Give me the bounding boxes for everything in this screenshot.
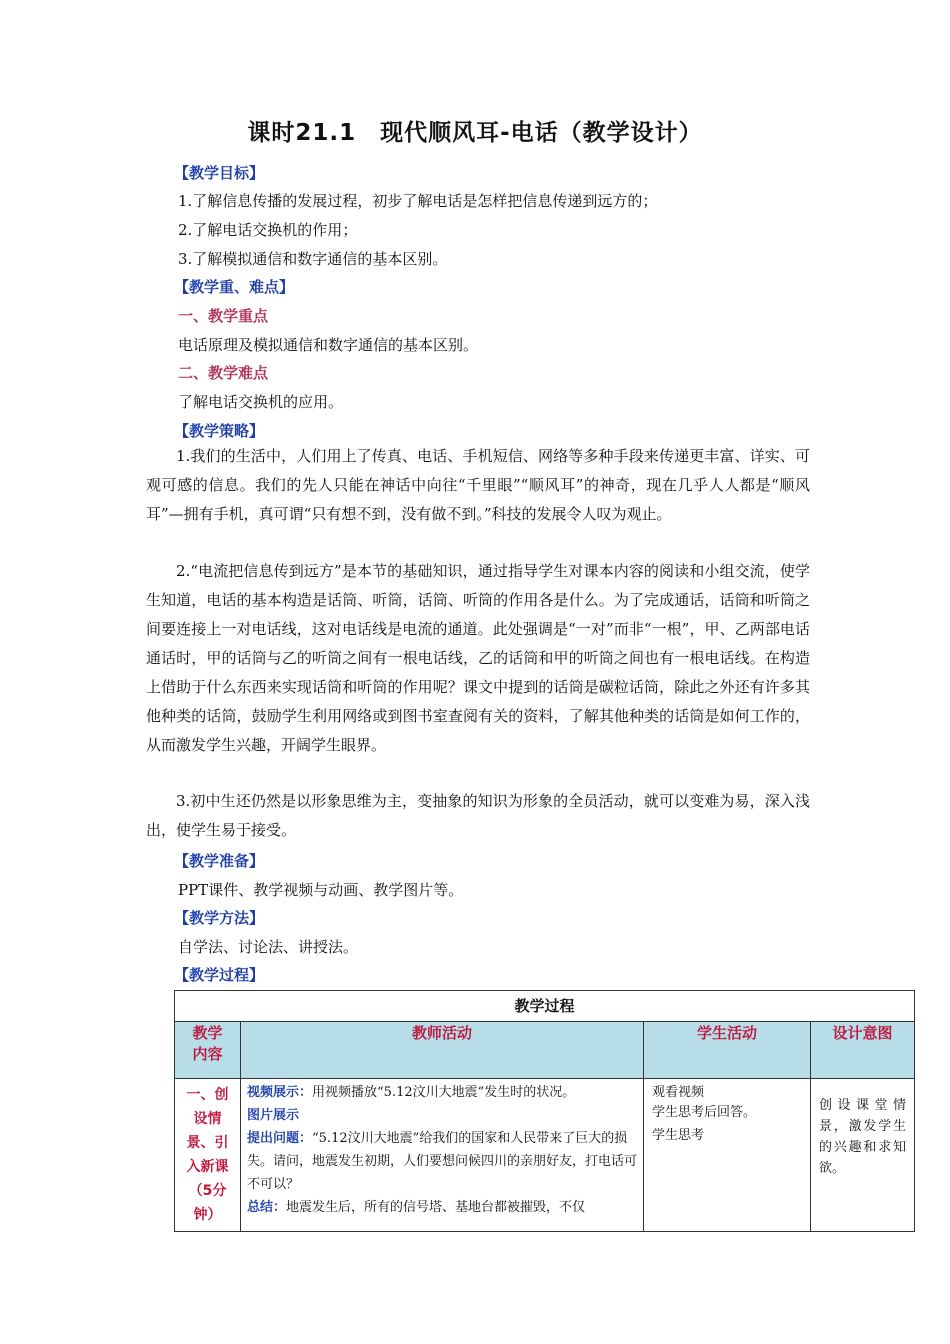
strategy-paragraph-2: 2.“电流把信息传到远方”是本节的基础知识，通过指导学生对课本内容的阅读和小组交流，使学生知道，电话的基本构造是话筒、听筒，话筒、听筒的作用各是什么。为了完成通话，话筒和听筒之间要连接上一对电话线，这对电话线是电流的通道。此处强调是“一对”而非“一根”，甲、乙两部电话通话时，甲的话筒与乙的听筒之间有一根电话线，乙的话筒和甲的听筒之间也有一根电话线。在构造上借助于什么东西来实现话筒和听筒的作用呢？课文中提到的话筒是碳粒话筒，除此之外还有许多其他种类的话筒，鼓励学生利用网络或到图书室查阅有关的资料，了解其他种类的话筒是如何工作的，从而激发学生兴趣，开阔学生眼界。 bbox=[146, 562, 810, 754]
question-text: “5.12汶川大地震”给我们的国家和人民带来了巨大的损失。请问，地震发生初期，人们要想问候四川的亲朋好友，打电话可不可以？ bbox=[247, 1131, 638, 1192]
video-label: 视频展示： bbox=[247, 1085, 313, 1100]
methods-heading: 【教学方法】 bbox=[174, 909, 265, 927]
objective-item: 2.了解电话交换机的作用； bbox=[178, 221, 358, 239]
difficulty-text: 了解电话交换机的应用。 bbox=[178, 393, 344, 411]
design-intent-cell: 创设课堂情景，激发学生的兴趣和求知欲。 bbox=[811, 1079, 915, 1232]
page-title: 课时21.1 现代顺风耳-电话（教学设计） bbox=[247, 120, 703, 146]
table-caption: 教学过程 bbox=[175, 991, 915, 1022]
methods-text: 自学法、讨论法、讲授法。 bbox=[178, 938, 359, 956]
process-heading: 【教学过程】 bbox=[174, 966, 265, 984]
column-header: 设计意图 bbox=[811, 1022, 915, 1079]
objective-item: 3.了解模拟通信和数字通信的基本区别。 bbox=[178, 250, 448, 268]
process-table bbox=[174, 990, 915, 1232]
key-points-heading: 【教学重、难点】 bbox=[174, 278, 295, 296]
student-activity-line: 学生思考 bbox=[652, 1128, 705, 1143]
table-row bbox=[175, 1079, 915, 1232]
picture-label: 图片展示 bbox=[247, 1108, 300, 1123]
preparation-heading: 【教学准备】 bbox=[174, 852, 265, 870]
table-header-row bbox=[175, 1022, 915, 1079]
objective-item: 1.了解信息传播的发展过程，初步了解电话是怎样把信息传递到远方的； bbox=[178, 192, 658, 210]
stage-cell: 一、创设情景、引入新课（5分钟） bbox=[175, 1079, 241, 1232]
strategy-paragraph-1: 1.我们的生活中，人们用上了传真、电话、手机短信、网络等多种手段来传递更丰富、详实、可观可感的信息。我们的先人只能在神话中向往“千里眼”“顺风耳”的神奇，现在几乎人人都是“顺风耳”—拥有手机，真可谓“只有想不到，没有做不到。”科技的发展令人叹为观止。 bbox=[146, 447, 810, 523]
difficulty-title: 二、教学难点 bbox=[178, 364, 269, 382]
focus-title: 一、教学重点 bbox=[178, 307, 269, 325]
objectives-heading: 【教学目标】 bbox=[174, 164, 265, 182]
summary-label: 总结： bbox=[247, 1200, 287, 1215]
question-label: 提出问题： bbox=[247, 1131, 313, 1146]
student-activity-line: 观看视频 bbox=[652, 1085, 705, 1100]
student-activity-cell bbox=[644, 1079, 811, 1232]
focus-text: 电话原理及模拟通信和数字通信的基本区别。 bbox=[178, 336, 479, 354]
teacher-activity-cell bbox=[241, 1079, 644, 1232]
column-header: 学生活动 bbox=[644, 1022, 811, 1079]
column-header: 教师活动 bbox=[241, 1022, 644, 1079]
preparation-text: PPT课件、教学视频与动画、教学图片等。 bbox=[178, 881, 464, 899]
strategy-heading: 【教学策略】 bbox=[174, 422, 265, 440]
student-activity-line: 学生思考后回答。 bbox=[652, 1105, 757, 1120]
strategy-paragraph-3: 3.初中生还仍然是以形象思维为主，变抽象的知识为形象的全员活动，就可以变难为易，深入浅出，使学生易于接受。 bbox=[146, 792, 810, 839]
column-header: 教学内容 bbox=[175, 1022, 241, 1079]
summary-text: 地震发生后，所有的信号塔、基地台都被摧毁，不仅 bbox=[286, 1200, 586, 1215]
video-text: 用视频播放“5.12汶川大地震”发生时的状况。 bbox=[312, 1085, 576, 1100]
